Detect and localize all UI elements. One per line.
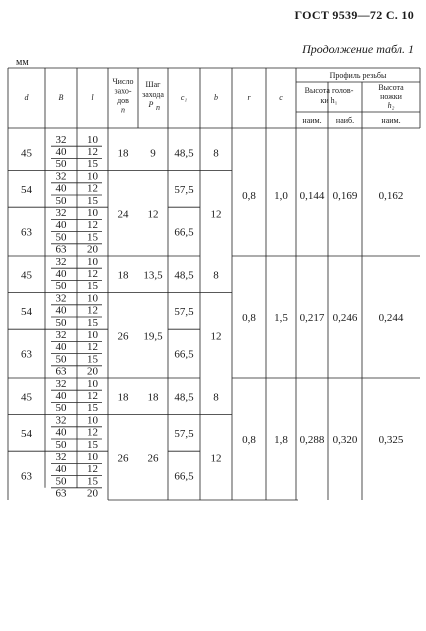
cell-d: 54 (21, 183, 32, 196)
col-header-starts: захо- (114, 86, 132, 96)
cell-pitch: 19,5 (143, 330, 163, 343)
cell-c1: 48,5 (174, 391, 194, 404)
col-header-l: l (91, 93, 94, 102)
cell-b-width: 40 (55, 341, 67, 354)
cell-l: 15 (87, 402, 98, 415)
cell-l: 15 (87, 353, 98, 366)
cell-b: 8 (213, 269, 219, 282)
cell-l: 15 (87, 231, 98, 244)
cell-d: 63 (21, 470, 32, 483)
cell-b-width: 32 (55, 170, 67, 183)
col-header-c1: c₁ (180, 93, 188, 102)
cell-l: 10 (87, 450, 98, 463)
cell-pitch: 12 (147, 208, 159, 221)
col-header-b: b (214, 93, 218, 102)
col-header-b-width: B (58, 93, 64, 102)
unit-label: мм (16, 57, 29, 68)
cell-c: 1,5 (274, 312, 288, 324)
cell-l: 20 (87, 243, 98, 256)
cell-pitch: 18 (147, 391, 159, 404)
col-header-h1-min: наим. (302, 116, 322, 125)
cell-r: 0,8 (242, 190, 256, 202)
cell-b-width: 32 (55, 206, 67, 219)
cell-b-width: 32 (55, 450, 67, 463)
cell-c1: 57,5 (174, 305, 194, 318)
cell-h1-min: 0,144 (299, 190, 325, 202)
cell-l: 10 (87, 206, 98, 219)
col-header-head-height: Высота голов- (304, 86, 354, 95)
cell-d: 54 (21, 427, 32, 440)
cell-b-width: 32 (55, 377, 67, 390)
cell-l: 15 (87, 280, 98, 293)
cell-b-width: 50 (55, 353, 67, 366)
cell-h2-min: 0,244 (378, 312, 404, 324)
col-header-r: r (247, 93, 251, 102)
cell-r: 0,8 (242, 312, 256, 324)
cell-b-width: 50 (55, 475, 67, 488)
cell-l: 12 (87, 182, 98, 195)
cell-b-width: 50 (55, 231, 67, 244)
col-header-starts: Число (112, 77, 134, 86)
col-header-leg-height: Высота (378, 83, 404, 92)
cell-b: 12 (210, 208, 222, 221)
cell-b-width: 40 (55, 182, 67, 195)
cell-l: 12 (87, 145, 98, 158)
cell-h2-min: 0,162 (378, 190, 404, 202)
cell-starts: 26 (117, 330, 129, 343)
cell-b-width: 50 (55, 194, 67, 207)
cell-starts: 24 (117, 208, 129, 221)
cell-h1-max: 0,320 (332, 434, 358, 446)
cell-l: 20 (87, 487, 98, 500)
cell-d: 54 (21, 305, 32, 318)
cell-c1: 48,5 (174, 269, 194, 282)
cell-l: 15 (87, 438, 98, 451)
cell-c1: 66,5 (174, 470, 194, 483)
cell-b-width: 32 (55, 255, 67, 268)
cell-c1: 48,5 (174, 147, 194, 160)
cell-h1-min: 0,288 (299, 434, 325, 446)
cell-h2-min: 0,325 (378, 434, 404, 446)
cell-b-width: 32 (55, 414, 67, 427)
col-header-h2-min: наим. (381, 116, 401, 125)
cell-l: 15 (87, 194, 98, 207)
cell-d: 63 (21, 226, 32, 239)
col-header-pitch-symbol: P (148, 100, 154, 109)
cell-l: 20 (87, 365, 98, 378)
cell-b-width: 40 (55, 267, 67, 280)
col-header-c: c (279, 93, 283, 102)
cell-c1: 57,5 (174, 427, 194, 440)
cell-l: 10 (87, 170, 98, 183)
page-header: ГОСТ 9539—72 С. 10 (294, 8, 414, 22)
cell-h1-min: 0,217 (299, 312, 325, 324)
cell-b-width: 40 (55, 219, 67, 232)
cell-l: 10 (87, 255, 98, 268)
cell-l: 10 (87, 414, 98, 427)
cell-l: 15 (87, 475, 98, 488)
cell-b-width: 40 (55, 304, 67, 317)
cell-d: 45 (21, 391, 32, 404)
cell-h1-max: 0,169 (332, 190, 358, 202)
cell-c1: 66,5 (174, 348, 194, 361)
cell-l: 12 (87, 463, 98, 476)
cell-d: 45 (21, 269, 32, 282)
table-continuation-caption: Продолжение табл. 1 (302, 42, 414, 56)
cell-b-width: 40 (55, 426, 67, 439)
cell-pitch: 26 (147, 452, 159, 465)
col-header-head-height: ки h₁ (320, 96, 338, 105)
cell-l: 10 (87, 377, 98, 390)
col-header-pitch: захода (142, 90, 164, 99)
cell-l: 10 (87, 292, 98, 305)
cell-c1: 66,5 (174, 226, 194, 239)
cell-c: 1,8 (274, 434, 288, 446)
col-header-thread-profile: Профиль резьбы (329, 71, 387, 80)
cell-b-width: 50 (55, 316, 67, 329)
col-header-d: d (24, 93, 29, 102)
cell-b-width: 63 (55, 243, 67, 256)
cell-starts: 26 (117, 452, 129, 465)
cell-b-width: 63 (55, 365, 67, 378)
cell-l: 12 (87, 341, 98, 354)
cell-b-width: 63 (55, 487, 67, 500)
col-header-starts: n (121, 105, 125, 115)
cell-b-width: 50 (55, 402, 67, 415)
cell-pitch: 13,5 (143, 269, 163, 282)
cell-c: 1,0 (274, 190, 288, 202)
cell-b-width: 32 (55, 133, 67, 146)
cell-b-width: 32 (55, 328, 67, 341)
cell-b-width: 50 (55, 158, 67, 171)
cell-l: 10 (87, 133, 98, 146)
col-header-starts: дов (117, 96, 129, 105)
cell-h1-max: 0,246 (332, 312, 358, 324)
cell-d: 45 (21, 147, 32, 160)
cell-l: 12 (87, 389, 98, 402)
cell-l: 12 (87, 426, 98, 439)
cell-b-width: 40 (55, 463, 67, 476)
col-header-pitch-sub: n (156, 103, 160, 112)
cell-b-width: 40 (55, 145, 67, 158)
cell-l: 15 (87, 158, 98, 171)
cell-b: 12 (210, 330, 222, 343)
cell-b: 12 (210, 452, 222, 465)
cell-r: 0,8 (242, 434, 256, 446)
cell-l: 10 (87, 328, 98, 341)
cell-d: 63 (21, 348, 32, 361)
cell-b: 8 (213, 147, 219, 160)
col-header-h1-max: наиб. (335, 116, 355, 125)
cell-l: 12 (87, 304, 98, 317)
cell-b-width: 40 (55, 389, 67, 402)
cell-b: 8 (213, 391, 219, 404)
cell-l: 12 (87, 219, 98, 232)
cell-starts: 18 (117, 147, 129, 160)
col-header-pitch: Шаг (145, 80, 161, 89)
cell-pitch: 9 (150, 147, 156, 160)
cell-l: 12 (87, 267, 98, 280)
cell-starts: 18 (117, 391, 129, 404)
cell-l: 15 (87, 316, 98, 329)
col-header-leg-height: ножки (380, 92, 402, 101)
cell-b-width: 50 (55, 438, 67, 451)
cell-c1: 57,5 (174, 183, 194, 196)
cell-b-width: 32 (55, 292, 67, 305)
cell-b-width: 50 (55, 280, 67, 293)
col-header-leg-height: h₂ (387, 101, 395, 110)
cell-starts: 18 (117, 269, 129, 282)
